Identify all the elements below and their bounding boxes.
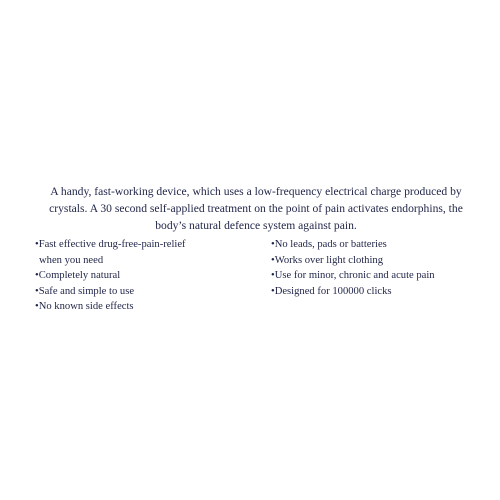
feature-text: •Use for minor, chronic and acute pain	[271, 270, 435, 281]
feature-text: •Safe and simple to use	[35, 285, 135, 297]
feature-item	[35, 299, 186, 315]
intro-line: crystals. A 30 second self-applied treatment on the point of pain activates endorphins, the	[49, 202, 463, 215]
feature-item	[271, 237, 435, 253]
feature-list-right	[271, 237, 435, 299]
feature-item	[271, 253, 435, 269]
feature-item	[35, 284, 186, 300]
feature-text: •Works over light clothing	[271, 254, 384, 266]
feature-item	[35, 237, 186, 268]
feature-item	[271, 284, 435, 300]
feature-text: •No known side effects	[35, 301, 134, 312]
feature-text: •Completely natural	[35, 270, 121, 281]
feature-text-continued: when you need	[39, 254, 104, 266]
intro-paragraph	[30, 183, 482, 234]
feature-text: •No leads, pads or batteries	[271, 239, 387, 250]
feature-text: •Fast effective drug-free-pain-relief	[35, 239, 186, 250]
intro-line: A handy, fast-working device, which uses a low-frequency electrical charge produced by	[50, 185, 462, 198]
feature-item	[271, 268, 435, 284]
feature-list-left	[35, 237, 186, 315]
feature-text: •Designed for 100000 clicks	[271, 285, 392, 297]
intro-line: body’s natural defence system against pain.	[155, 219, 357, 232]
feature-item	[35, 268, 186, 284]
